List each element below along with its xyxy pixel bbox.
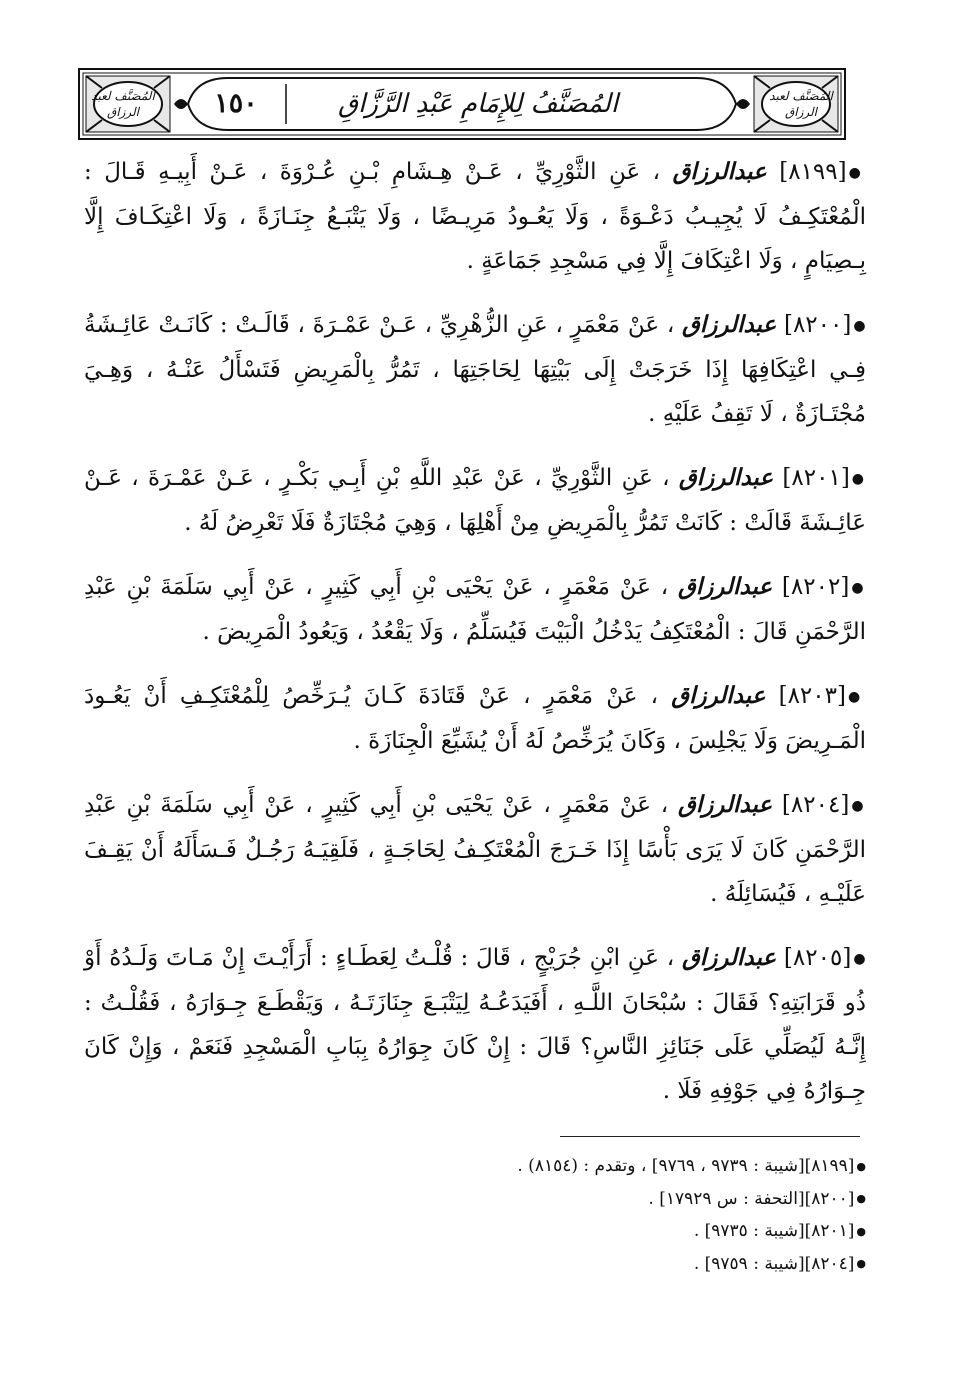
running-title: المُصَنَّفُ لِلإِمَامِ عَبْدِ الرَّزَّاقِ <box>337 89 619 119</box>
hadith-entry <box>84 150 866 283</box>
hadith-text: ، عَنِ الثَّوْرِيِّ ، عَـنْ هِـشَامِ بْـنِ عُـرْوَةَ ، عَـنْ أَبِيـهِ قَـالَ : الْمُعْتَكِـفُ لَا يُجِيـبُ دَعْـوَةً ، وَلَا يَعُـودُ مَرِيـضًا ، وَلَا يَتْبَـعُ جِنَـازَةً ، وَلَا اعْتِكَـافَ إِلَّا بِـصِيَامٍ ، وَلَا اعْتِكَافَ إِلَّا فِي مَسْجِدِ جَمَاعَةٍ . <box>84 159 866 274</box>
bullet-icon: ● <box>856 1192 866 1205</box>
hadith-entry <box>84 674 866 763</box>
emblem-text-right: المُصَنَّف لعبد الرزاق <box>769 89 833 119</box>
bullet-icon: ● <box>856 1159 866 1173</box>
bullet-icon: ● <box>856 1257 866 1270</box>
hadith-number: [٨٢٠٠] <box>783 312 852 338</box>
footnote-divider <box>560 1136 860 1137</box>
bullet-icon: ● <box>851 798 866 814</box>
hadith-entry <box>84 783 866 916</box>
hadith-entry <box>84 303 866 436</box>
footnote-text: [٨٢٠٤][شيبة : ٩٧٥٩] . <box>693 1253 855 1274</box>
footnote-text: [٨٢٠١][شيبة : ٩٧٣٥] . <box>693 1221 855 1241</box>
page-number: ١٥٠ <box>214 88 258 119</box>
hadith-list <box>84 150 866 1133</box>
bullet-icon: ● <box>851 580 866 596</box>
footnote-text: [٨٢٠٠][التحفة : س ١٧٩٢٩] . <box>648 1188 855 1209</box>
bullet-icon: ● <box>853 951 866 967</box>
hadith-text: ، عَنْ مَعْمَرٍ ، عَنْ قَتَادَةَ كَـانَ يُـرَخِّصُ لِلْمُعْتَكِـفِ أَنْ يَعُـودَ الْمَـرِيضَ وَلَا يَجْلِسَ ، وَكَانَ يُرَخِّصُ لَهُ أَنْ يُشَيِّعَ الْجِنَازَةَ . <box>84 683 866 754</box>
bullet-icon: ● <box>847 689 867 705</box>
bullet-icon: ● <box>851 471 867 487</box>
hadith-entry <box>84 565 866 654</box>
footnotes <box>84 1150 866 1280</box>
hadith-number: [٨٢٠١] <box>782 465 850 491</box>
bullet-icon: ● <box>856 1224 866 1238</box>
hadith-entry <box>84 936 866 1113</box>
hadith-number: [٨٢٠٥] <box>783 945 852 971</box>
footnote <box>84 1150 866 1183</box>
hadith-author: عبدالرزاق <box>677 573 773 600</box>
hadith-number: [٨٢٠٣] <box>778 683 846 709</box>
footnote-text: [٨١٩٩][شيبة : ٩٧٣٩ ، ٩٧٦٩] ، وتقدم : (٨١٥٤) . <box>517 1156 855 1176</box>
hadith-text: ، عَنِ الثَّوْرِيِّ ، عَنْ عَبْدِ اللَّهِ بْنِ أَبِـي بَكْـرٍ ، عَـنْ عَمْـرَةَ ، عَـنْ عَائِـشَةَ قَالَتْ : كَانَتْ تَمُرُّ بِالْمَرِيضِ مِنْ أَهْلِهَا ، وَهِيَ مُجْتَازَةٌ فَلَا تَعْرِضُ لَهُ . <box>84 465 866 536</box>
hadith-number: [٨٢٠٢] <box>781 574 850 600</box>
hadith-text: ، عَنِ ابْنِ جُرَيْجٍ ، قَالَ : قُلْـتُ لِعَطَـاءٍ : أَرَأَيْـتَ إِنْ مَـاتَ وَلَـدُهُ أَوْ ذُو قَرَابَتِهِ؟ فَقَالَ : سُبْحَانَ اللَّـهِ ، أَفَيَدَعُـهُ لِيَتْبَـعَ جِنَازَتَـهُ ، وَيَقْطَـعَ جِـوَارَهُ ، فَقُلْـتُ : إِنَّـهُ لَيُصَلِّي عَلَى جَنَائِزِ النَّاسِ؟ قَالَ : إِنْ كَانَ جِوَارُهُ بِبَابِ الْمَسْجِدِ فَنَعَمْ ، وَإِنْ كَانَ جِـوَارُهُ فِي جَوْفِهِ فَلَا . <box>84 945 866 1104</box>
page-header <box>78 68 846 140</box>
bullet-icon: ● <box>853 318 867 334</box>
hadith-number: [٨٢٠٤] <box>781 792 850 818</box>
emblem-text-left: المُصَنَّف لعبد الرزاق <box>91 89 155 119</box>
hadith-text: ، عَنْ مَعْمَرٍ ، عَنْ يَحْيَى بْنِ أَبِي كَثِيرٍ ، عَنْ أَبِي سَلَمَةَ بْنِ عَبْدِ الرَّحْمَنِ قَالَ : الْمُعْتَكِفُ يَدْخُلُ الْبَيْتَ فَيُسَلِّمُ ، وَلَا يَقْعُدُ ، وَيَعُودُ الْمَرِيضَ . <box>84 574 866 645</box>
hadith-author: عبدالرزاق <box>677 791 773 818</box>
bullet-icon: ● <box>848 165 867 181</box>
footnote <box>84 1215 866 1248</box>
hadith-author: عبدالرزاق <box>678 464 774 491</box>
hadith-entry <box>84 456 866 545</box>
hadith-author: عبدالرزاق <box>681 944 777 971</box>
footnote <box>84 1183 866 1216</box>
hadith-author: عبدالرزاق <box>682 311 777 338</box>
hadith-author: عبدالرزاق <box>671 682 766 709</box>
footnote <box>84 1248 866 1281</box>
hadith-text: ، عَنْ مَعْمَرٍ ، عَنِ الزُّهْرِيِّ ، عَـنْ عَمْـرَةَ ، قَالَـتْ : كَانَـتْ عَائِـشَةُ فِـي اعْتِكَافِهَا إِذَا خَرَجَتْ إِلَى بَيْتِهَا لِحَاجَتِهَا ، تَمُرُّ بِالْمَرِيضِ فَتَسْأَلُ عَنْـهُ ، وَهِـيَ مُجْتَـازَةٌ ، لَا تَقِفُ عَلَيْهِ . <box>84 312 866 427</box>
hadith-text: ، عَنْ مَعْمَرٍ ، عَنْ يَحْيَى بْنِ أَبِي كَثِيرٍ ، عَنْ أَبِي سَلَمَةَ بْنِ عَبْدِ الرَّحْمَنِ كَانَ لَا يَرَى بَأْسًا إِذَا خَـرَجَ الْمُعْتَكِـفُ لِحَاجَـةٍ ، فَلَقِيَـهُ رَجُـلٌ فَـسَأَلَهُ أَنْ يَقِـفَ عَلَيْـهِ ، فَيُسَائِلَهُ . <box>84 792 866 907</box>
hadith-author: عبدالرزاق <box>672 158 767 185</box>
hadith-number: [٨١٩٩] <box>779 159 847 185</box>
